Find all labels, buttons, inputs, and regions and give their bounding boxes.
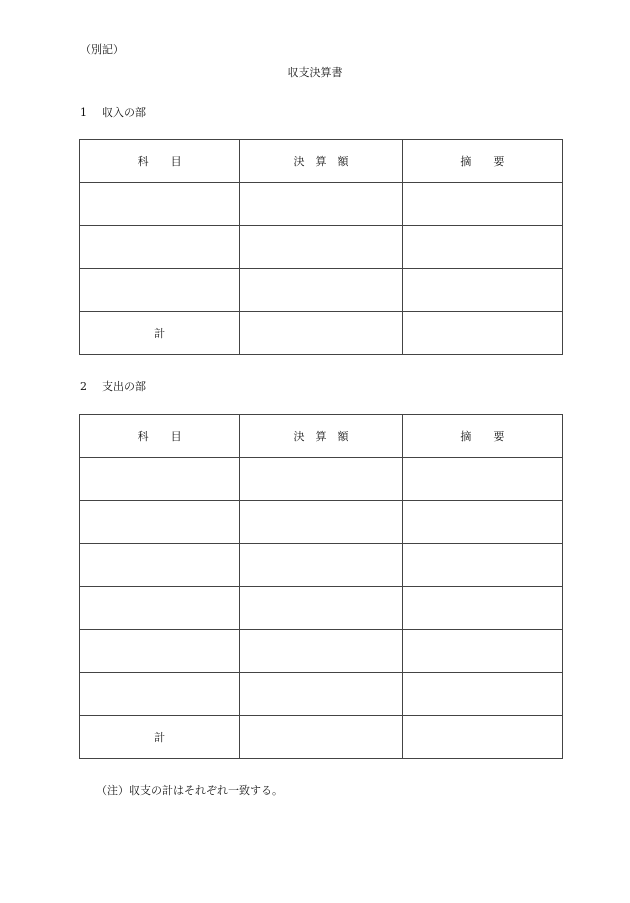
remarks-cell	[402, 269, 562, 312]
total-label: 計	[80, 716, 240, 759]
amount-cell	[240, 226, 402, 269]
column-header-amount: 決 算 額	[240, 140, 402, 183]
amount-cell	[240, 269, 402, 312]
income-section-number: 1	[80, 106, 87, 119]
expense-section-heading	[80, 378, 146, 394]
remarks-cell	[402, 458, 562, 501]
table-row	[80, 269, 563, 312]
remarks-cell	[402, 312, 562, 355]
item-cell	[80, 544, 240, 587]
table-row	[80, 673, 563, 716]
item-cell	[80, 630, 240, 673]
remarks-cell	[402, 183, 562, 226]
amount-cell	[240, 458, 402, 501]
amount-cell	[240, 544, 402, 587]
table-row	[80, 226, 563, 269]
amount-cell	[240, 312, 402, 355]
table-row	[80, 501, 563, 544]
remarks-cell	[402, 226, 562, 269]
remarks-cell	[402, 544, 562, 587]
item-cell	[80, 269, 240, 312]
column-header-amount: 決 算 額	[240, 415, 402, 458]
income-table	[79, 139, 563, 355]
amount-cell	[240, 183, 402, 226]
column-header-item: 科 目	[80, 140, 240, 183]
expense-section-number: 2	[80, 380, 87, 393]
table-row	[80, 183, 563, 226]
table-header-row	[80, 415, 563, 458]
item-cell	[80, 183, 240, 226]
amount-cell	[240, 587, 402, 630]
amount-cell	[240, 501, 402, 544]
table-row	[80, 630, 563, 673]
annex-label: （別記）	[80, 43, 124, 56]
income-section-heading	[80, 104, 146, 120]
remarks-cell	[402, 716, 562, 759]
item-cell	[80, 458, 240, 501]
total-row	[80, 716, 563, 759]
item-cell	[80, 501, 240, 544]
table-header-row	[80, 140, 563, 183]
item-cell	[80, 673, 240, 716]
total-label: 計	[80, 312, 240, 355]
amount-cell	[240, 630, 402, 673]
remarks-cell	[402, 501, 562, 544]
table-row	[80, 587, 563, 630]
column-header-item: 科 目	[80, 415, 240, 458]
expense-section-title: 支出の部	[102, 380, 146, 393]
item-cell	[80, 226, 240, 269]
income-section-title: 収入の部	[102, 106, 146, 119]
footnote: （注）収支の計はそれぞれ一致する。	[96, 784, 283, 797]
table-row	[80, 458, 563, 501]
column-header-remarks: 摘 要	[402, 415, 562, 458]
amount-cell	[240, 673, 402, 716]
item-cell	[80, 587, 240, 630]
remarks-cell	[402, 673, 562, 716]
document-title: 収支決算書	[287, 66, 343, 79]
expense-table	[79, 414, 563, 759]
total-row	[80, 312, 563, 355]
amount-cell	[240, 716, 402, 759]
column-header-remarks: 摘 要	[402, 140, 562, 183]
remarks-cell	[402, 587, 562, 630]
table-row	[80, 544, 563, 587]
remarks-cell	[402, 630, 562, 673]
